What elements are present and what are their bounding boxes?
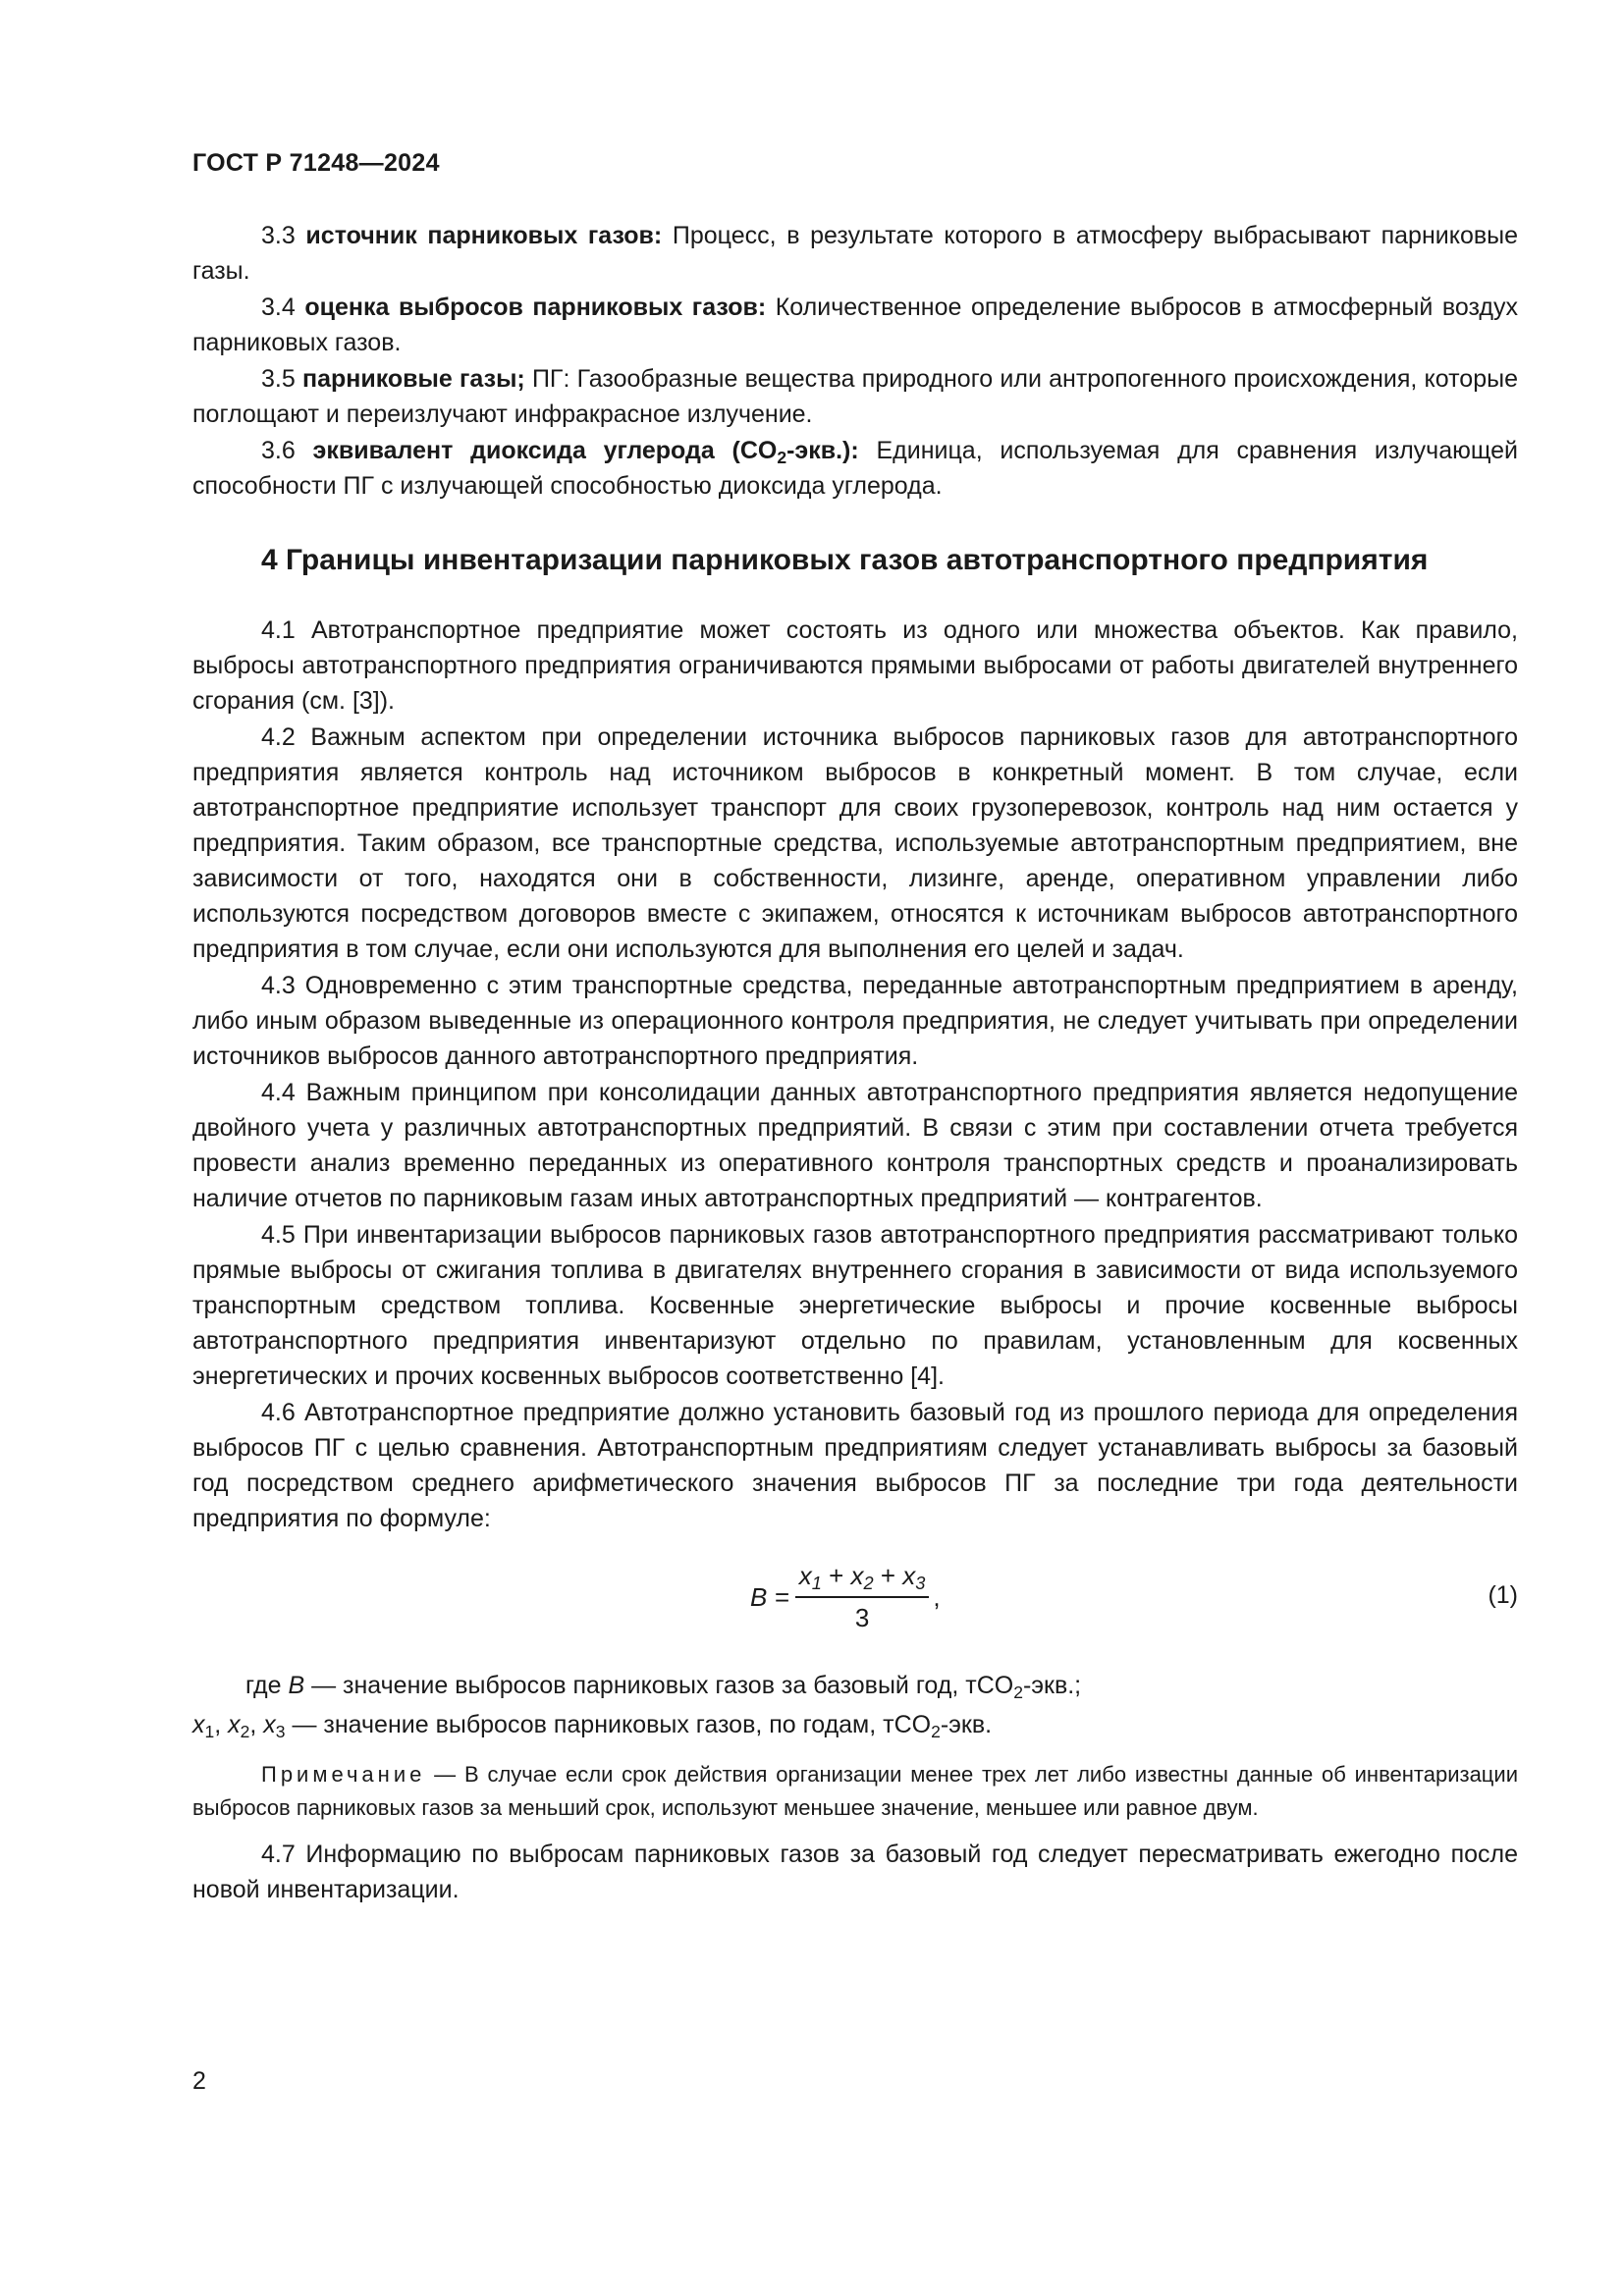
term-number: 3.4 bbox=[261, 294, 296, 321]
formula-denominator: 3 bbox=[854, 1603, 870, 1632]
term-3-6 bbox=[192, 433, 1518, 504]
subscript: 2 bbox=[777, 448, 787, 467]
subscript: 2 bbox=[1013, 1682, 1023, 1702]
definition-text: — значение выбросов парниковых газов за базовый год, тCO bbox=[304, 1672, 1014, 1699]
formula-row bbox=[192, 1554, 1518, 1648]
formula-lhs: B = bbox=[750, 1581, 789, 1612]
term-3-5 bbox=[192, 361, 1518, 432]
paragraph-4-1: 4.1 Автотранспортное предприятие может состоять из одного или множества объектов. Как правило, выбросы автотранспортного предприятия ограничиваются прямыми выбросами от работы двигателей внутреннего сгорания (см. [3]). bbox=[192, 616, 1518, 715]
document-header: ГОСТ Р 71248—2024 bbox=[192, 149, 440, 177]
where-lead: где bbox=[245, 1672, 289, 1699]
note-label: Примечание bbox=[261, 1762, 426, 1787]
paragraph-4-7: 4.7 Информацию по выбросам парниковых газов за базовый год следует пересматривать ежегодно после новой инвентаризации. bbox=[192, 1841, 1518, 1903]
var-x: x bbox=[263, 1711, 276, 1738]
equation-number: (1) bbox=[1488, 1581, 1518, 1609]
note bbox=[192, 1758, 1518, 1825]
term-3-3 bbox=[192, 218, 1518, 289]
note-text: — В случае если срок действия организации менее трех лет либо известны данные об инвентаризации выбросов парниковых газов за меньший срок, используют меньшее значение, меньшее или равное двум. bbox=[192, 1762, 1518, 1820]
term-name-part: -экв.): bbox=[786, 437, 859, 464]
term-number: 3.5 bbox=[261, 365, 296, 393]
formula-numerator bbox=[795, 1558, 930, 1598]
definition-text: — значение выбросов парниковых газов, по годам, тCO bbox=[285, 1711, 932, 1738]
subscript: 3 bbox=[915, 1574, 926, 1593]
definition-x: $x_1$, $x_2$, $x_3$ — значение выбросов парниковых газов, по годам, тCO$_2$-экв. bbox=[192, 1711, 993, 1741]
subscript: 3 bbox=[275, 1722, 286, 1741]
formula-fraction bbox=[795, 1558, 930, 1635]
subscript: 1 bbox=[204, 1722, 215, 1741]
plus-sign: + bbox=[873, 1561, 903, 1590]
definition-text: -экв.; bbox=[1022, 1672, 1082, 1699]
term-definition: Процесс, в результате которого в атмосферу выбрасывают парниковые газы. bbox=[192, 222, 1519, 285]
paragraph-4-4: 4.4 Важным принципом при консолидации данных автотранспортного предприятия является недопущение двойного учета у различных автотранспортных предприятий. В связи с этим при составлении отчета требуется провести анализ временно переданных из оперативного контроля транспортных средств и проанализировать наличие отчетов по парниковым газам иных автотранспортных предприятий — контрагентов. bbox=[192, 1079, 1518, 1212]
var-x: x bbox=[192, 1711, 205, 1738]
subscript: 1 bbox=[811, 1574, 822, 1593]
plus-sign: + bbox=[821, 1561, 851, 1590]
term-name: оценка выбросов парниковых газов: bbox=[304, 294, 767, 321]
term-number: 3.3 bbox=[261, 222, 296, 249]
paragraph-4-2: 4.2 Важным аспектом при определении источника выбросов парниковых газов для автотранспортного предприятия является контроль над источником выбросов в конкретный момент. В том случае, если автотранспортное предприятие использует транспорт для своих грузоперевозок, контроль над ним остается у предприятия. Таким образом, все транспортные средства, используемые автотранспортным предприятием, вне зависимости от того, находятся они в собственности, лизинге, аренде, оперативном управлении либо используются посредством договоров вместе с экипажем, относятся к источникам выбросов автотранспортного предприятия в том случае, если они используются для выполнения его целей и задач. bbox=[192, 723, 1518, 963]
subscript: 2 bbox=[863, 1574, 874, 1593]
subscript: 2 bbox=[240, 1722, 250, 1741]
page-number: 2 bbox=[192, 2067, 206, 2095]
var-x: x bbox=[850, 1561, 864, 1590]
subscript: 2 bbox=[931, 1722, 941, 1741]
var-x: x bbox=[228, 1711, 241, 1738]
document-body bbox=[192, 218, 1518, 1908]
term-number: 3.6 bbox=[261, 437, 296, 464]
term-name bbox=[312, 437, 859, 467]
formula bbox=[750, 1558, 941, 1635]
section-heading: 4 Границы инвентаризации парниковых газов автотранспортного предприятия bbox=[261, 544, 1429, 576]
term-name-part: эквивалент диоксида углерода (CO bbox=[312, 437, 778, 464]
definition-text: -экв. bbox=[940, 1711, 993, 1738]
var-x: x bbox=[902, 1561, 916, 1590]
var-x: x bbox=[798, 1561, 812, 1590]
paragraph-4-6: 4.6 Автотранспортное предприятие должно установить базовый год из прошлого периода для определения выбросов ПГ с целью сравнения. Автотранспортным предприятиям следует устанавливать выбросы за базовый год посредством среднего арифметического значения выбросов ПГ за последние три года деятельности предприятия по формуле: bbox=[192, 1399, 1518, 1532]
term-3-4 bbox=[192, 290, 1518, 360]
var-b: B bbox=[288, 1672, 305, 1699]
term-definition: ПГ: Газообразные вещества природного или антропогенного происхождения, которые поглощают и переизлучают инфракрасное излучение. bbox=[192, 365, 1518, 428]
term-definition: Единица, используемая для сравнения излучающей способности ПГ с излучающей способностью диоксида углерода. bbox=[192, 437, 1519, 500]
term-name: парниковые газы; bbox=[301, 365, 525, 393]
term-definition: Количественное определение выбросов в атмосферный воздух парниковых газов. bbox=[192, 294, 1518, 356]
formula-comma: , bbox=[933, 1581, 941, 1612]
definition-b bbox=[192, 1668, 1518, 1703]
paragraph-4-3: 4.3 Одновременно с этим транспортные средства, переданные автотранспортным предприятием в аренду, либо иным образом выведенные из операционного контроля предприятия, не следует учитывать при определении источников выбросов данного автотранспортного предприятия. bbox=[192, 972, 1518, 1070]
term-name: источник парниковых газов: bbox=[305, 222, 663, 249]
paragraph-4-5: 4.5 При инвентаризации выбросов парниковых газов автотранспортного предприятия рассматривают только прямые выбросы от сжигания топлива в двигателях внутреннего сгорания в зависимости от вида используемого транспортным средством топлива. Косвенные энергетические выбросы и прочие косвенные выбросы автотранспортного предприятия инвентаризуют отдельно по правилам, установленным для косвенных энергетических и прочих косвенных выбросов соответственно [4]. bbox=[192, 1221, 1518, 1390]
